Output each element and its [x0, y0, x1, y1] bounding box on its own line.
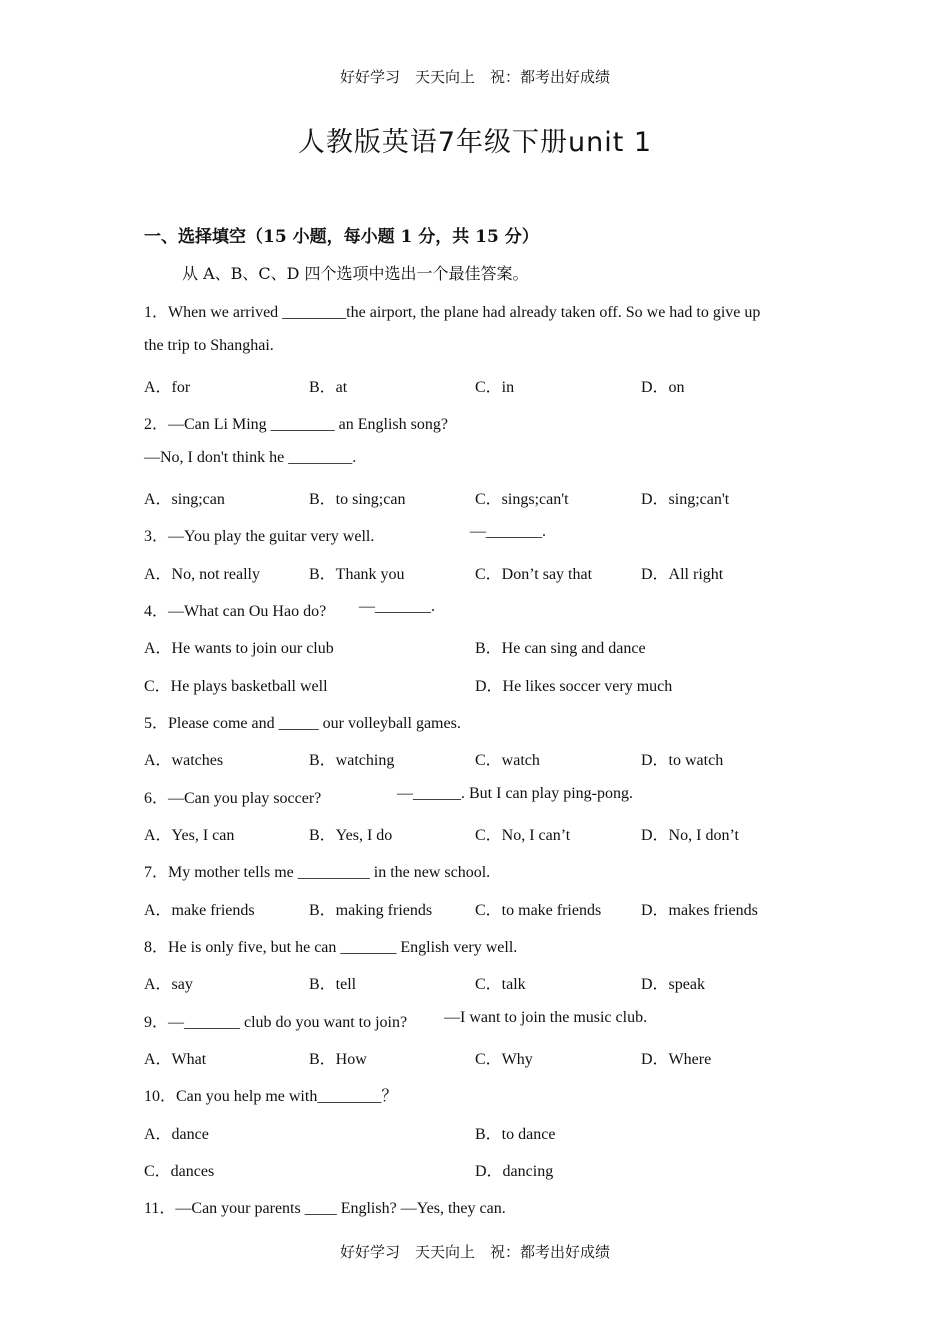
question-7-option-a[interactable]: A．make friends	[144, 902, 255, 919]
question-5-text: 5．Please come and _____ our volleyball games.	[144, 715, 461, 732]
question-7-text: 7．My mother tells me _________ in the new school.	[144, 864, 491, 881]
question-10-option-a[interactable]: A．dance	[144, 1126, 209, 1143]
question-9-text: 9．—_______ club do you want to join?	[144, 1014, 408, 1031]
question-4-option-b[interactable]: B．He can sing and dance	[475, 640, 646, 657]
question-6-option-d[interactable]: D．No, I don’t	[641, 827, 739, 844]
question-10-option-b[interactable]: B．to dance	[475, 1126, 556, 1143]
question-3-option-c[interactable]: C．Don’t say that	[475, 566, 593, 583]
question-2-option-b[interactable]: B．to sing;can	[309, 491, 406, 508]
question-9-option-b[interactable]: B．How	[309, 1051, 367, 1068]
question-2-option-d[interactable]: D．sing;can't	[641, 491, 730, 508]
question-8-option-b[interactable]: B．tell	[309, 976, 357, 993]
section-heading: 一、选择填空（15 小题，每小题 1 分，共 15 分）	[144, 227, 539, 247]
question-3-option-a[interactable]: A．No, not really	[144, 566, 260, 583]
question-5-option-b[interactable]: B．watching	[309, 752, 395, 769]
question-7-option-c[interactable]: C．to make friends	[475, 902, 602, 919]
question-9-option-d[interactable]: D．Where	[641, 1051, 712, 1068]
question-5-option-d[interactable]: D．to watch	[641, 752, 724, 769]
question-1-text-cont: the trip to Shanghai.	[144, 337, 274, 354]
page-footer: 好好学习 天天向上 祝：都考出好成绩	[339, 1243, 610, 1261]
question-8-option-a[interactable]: A．say	[144, 976, 193, 993]
page-title: 人教版英语7年级下册unit 1	[297, 127, 653, 158]
question-11-text: 11．—Can your parents ____ English? —Yes, they can.	[144, 1200, 506, 1217]
question-1-option-b[interactable]: B．at	[309, 379, 348, 396]
section-instruction: 从 A、B、C、D 四个选项中选出一个最佳答案。	[182, 264, 529, 283]
question-6-option-c[interactable]: C．No, I can’t	[475, 827, 571, 844]
question-4-answer-blank: —_______.	[359, 598, 435, 615]
question-7-option-d[interactable]: D．makes friends	[641, 902, 758, 919]
question-9-answer: —I want to join the music club.	[444, 1009, 648, 1026]
question-1-option-c[interactable]: C．in	[475, 379, 515, 396]
question-4-text: 4．—What can Ou Hao do?	[144, 603, 327, 620]
question-7-option-b[interactable]: B．making friends	[309, 902, 433, 919]
question-10-option-c[interactable]: C．dances	[144, 1163, 215, 1180]
question-10-option-d[interactable]: D．dancing	[475, 1163, 554, 1180]
question-6-answer-blank: —______. But I can play ping-pong.	[397, 785, 633, 802]
question-6-option-a[interactable]: A．Yes, I can	[144, 827, 235, 844]
question-2-option-c[interactable]: C．sings;can't	[475, 491, 569, 508]
question-3-answer-blank: —_______.	[470, 523, 546, 540]
question-6-text: 6．—Can you play soccer?	[144, 790, 322, 807]
question-3-option-b[interactable]: B．Thank you	[309, 566, 405, 583]
question-5-option-a[interactable]: A．watches	[144, 752, 224, 769]
question-3-option-d[interactable]: D．All right	[641, 566, 724, 583]
question-10-text: 10．Can you help me with________？	[144, 1088, 398, 1105]
question-4-option-c[interactable]: C．He plays basketball well	[144, 678, 328, 695]
page-header: 好好学习 天天向上 祝：都考出好成绩	[339, 68, 610, 86]
question-6-option-b[interactable]: B．Yes, I do	[309, 827, 393, 844]
question-2-text: 2．—Can Li Ming ________ an English song?	[144, 416, 448, 433]
question-1-option-d[interactable]: D．on	[641, 379, 685, 396]
question-4-option-a[interactable]: A．He wants to join our club	[144, 640, 334, 657]
question-8-option-c[interactable]: C．talk	[475, 976, 526, 993]
question-8-text: 8．He is only five, but he can _______ English very well.	[144, 939, 518, 956]
question-5-option-c[interactable]: C．watch	[475, 752, 540, 769]
question-2-text-cont: —No, I don't think he ________.	[144, 449, 357, 466]
question-9-option-c[interactable]: C．Why	[475, 1051, 533, 1068]
question-2-option-a[interactable]: A．sing;can	[144, 491, 225, 508]
question-4-option-d[interactable]: D．He likes soccer very much	[475, 678, 673, 695]
question-1-option-a[interactable]: A．for	[144, 379, 191, 396]
question-3-text: 3．—You play the guitar very well.	[144, 528, 375, 545]
question-8-option-d[interactable]: D．speak	[641, 976, 705, 993]
question-9-option-a[interactable]: A．What	[144, 1051, 207, 1068]
question-1-text: 1．When we arrived ________the airport, the plane had already taken off. So we had to give up	[144, 304, 761, 321]
